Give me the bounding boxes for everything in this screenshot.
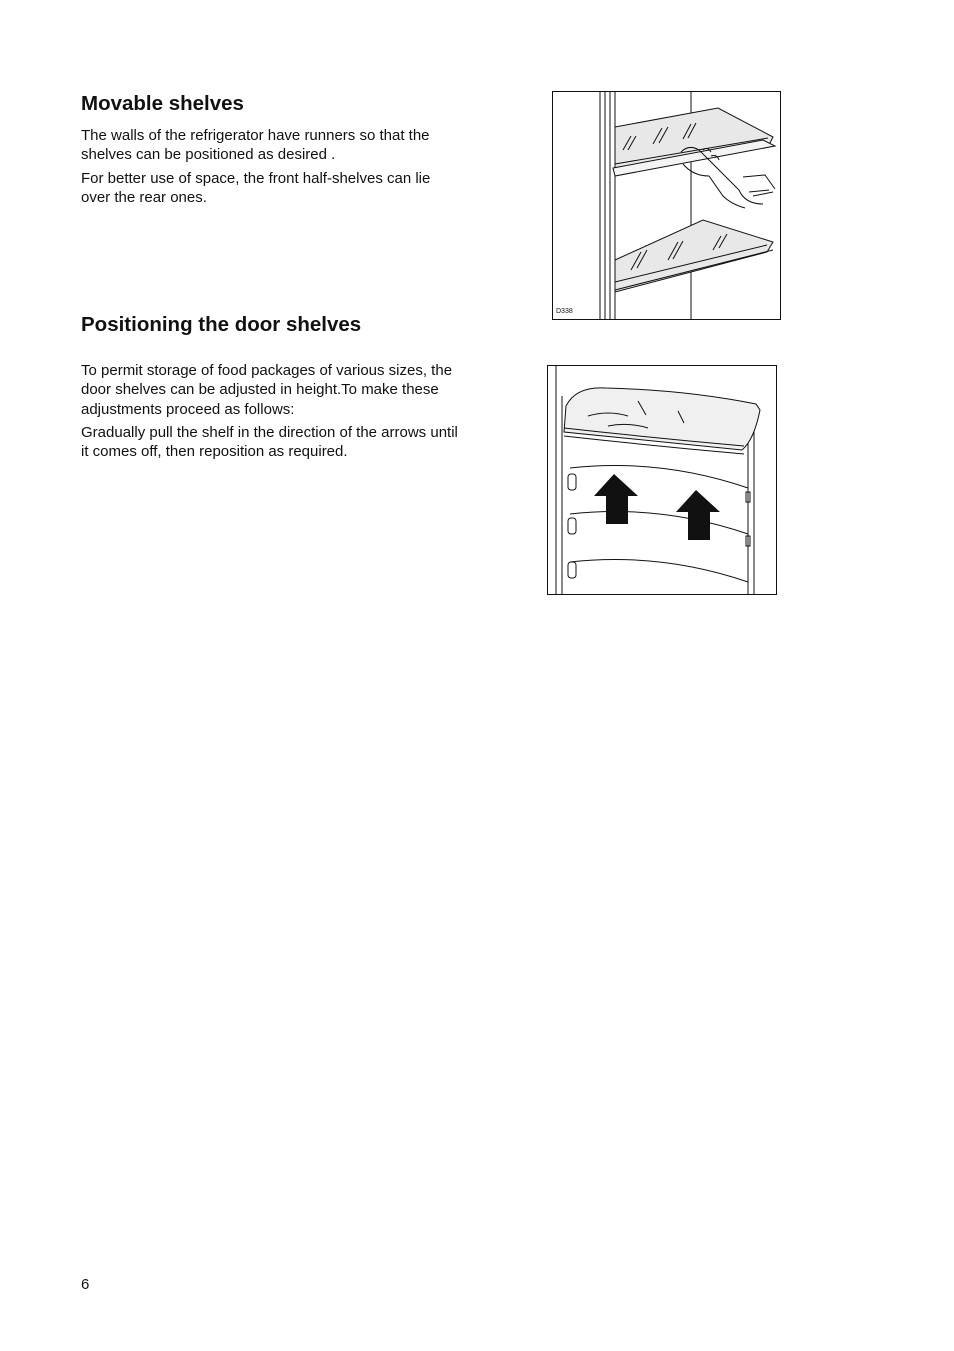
figure-code-label: D338 [556,308,573,315]
door-shelf-drawing [548,366,776,594]
door-shelves-paragraph-1: To permit storage of food packages of various sizes, the door shelves can be adjusted in height.To make these adjustments proceed as follows: [81,362,453,418]
page-number: 6 [81,1276,90,1293]
up-arrow-icon [594,474,638,524]
movable-shelves-paragraph-2: For better use of space, the front half-shelves can lie over the rear ones. [81,170,431,207]
up-arrow-icon [676,490,720,540]
door-shelves-paragraph-2: Gradually pull the shelf in the direction of the arrows until it comes off, then reposition as required. [81,424,458,461]
shelf-drawing [553,92,780,319]
section-title-door-shelves: Positioning the door shelves [81,313,362,336]
movable-shelves-illustration [552,91,781,320]
section-title-movable-shelves: Movable shelves [81,92,244,115]
movable-shelves-paragraph-1: The walls of the refrigerator have runners so that the shelves can be positioned as desired . [81,127,430,164]
door-shelves-illustration [547,365,777,595]
